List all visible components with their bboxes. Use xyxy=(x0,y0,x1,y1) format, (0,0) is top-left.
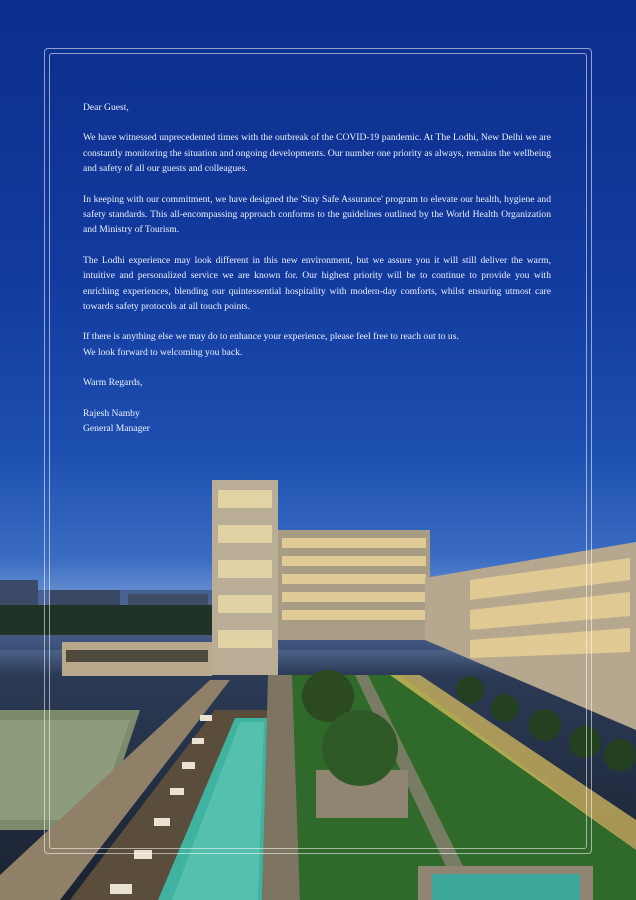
paragraph-2: In keeping with our commitment, we have designed the 'Stay Safe Assurance' program to elevate our health, hygiene and safety standards. This all-encompassing approach conforms to the guidelines outlined by the World Health Organization and Ministry of Tourism. xyxy=(83,193,551,236)
paragraph-4-line-1: If there is anything else we may do to enhance your experience, please feel free to reach out to us. xyxy=(83,331,459,343)
closing: Warm Regards, xyxy=(83,377,143,389)
signatory-name: Rajesh Namby xyxy=(83,407,140,419)
paragraph-4-line-2: We look forward to welcoming you back. xyxy=(83,346,243,358)
paragraph-1: We have witnessed unprecedented times with the outbreak of the COVID-19 pandemic. At The Lodhi, New Delhi we are constantly monitoring the situation and ongoing developments. Our number one priority as always, remains the wellbeing and safety of all our guests and colleagues. xyxy=(83,132,551,175)
signatory-title: General Manager xyxy=(83,423,150,435)
signature-block xyxy=(83,406,551,437)
letter-body xyxy=(83,100,551,437)
salutation: Dear Guest, xyxy=(83,102,129,113)
paragraph-3: The Lodhi experience may look different in this new environment, but we assure you it will still deliver the warm, intuitive and personalized service we are known for. Our highest priority will be to continue to provide you with enriching experiences, blending our quintessential hospitality with modern-day comforts, whilst ensuring utmost care towards safety protocols at all touch points. xyxy=(83,254,551,313)
paragraph-4 xyxy=(83,329,551,360)
